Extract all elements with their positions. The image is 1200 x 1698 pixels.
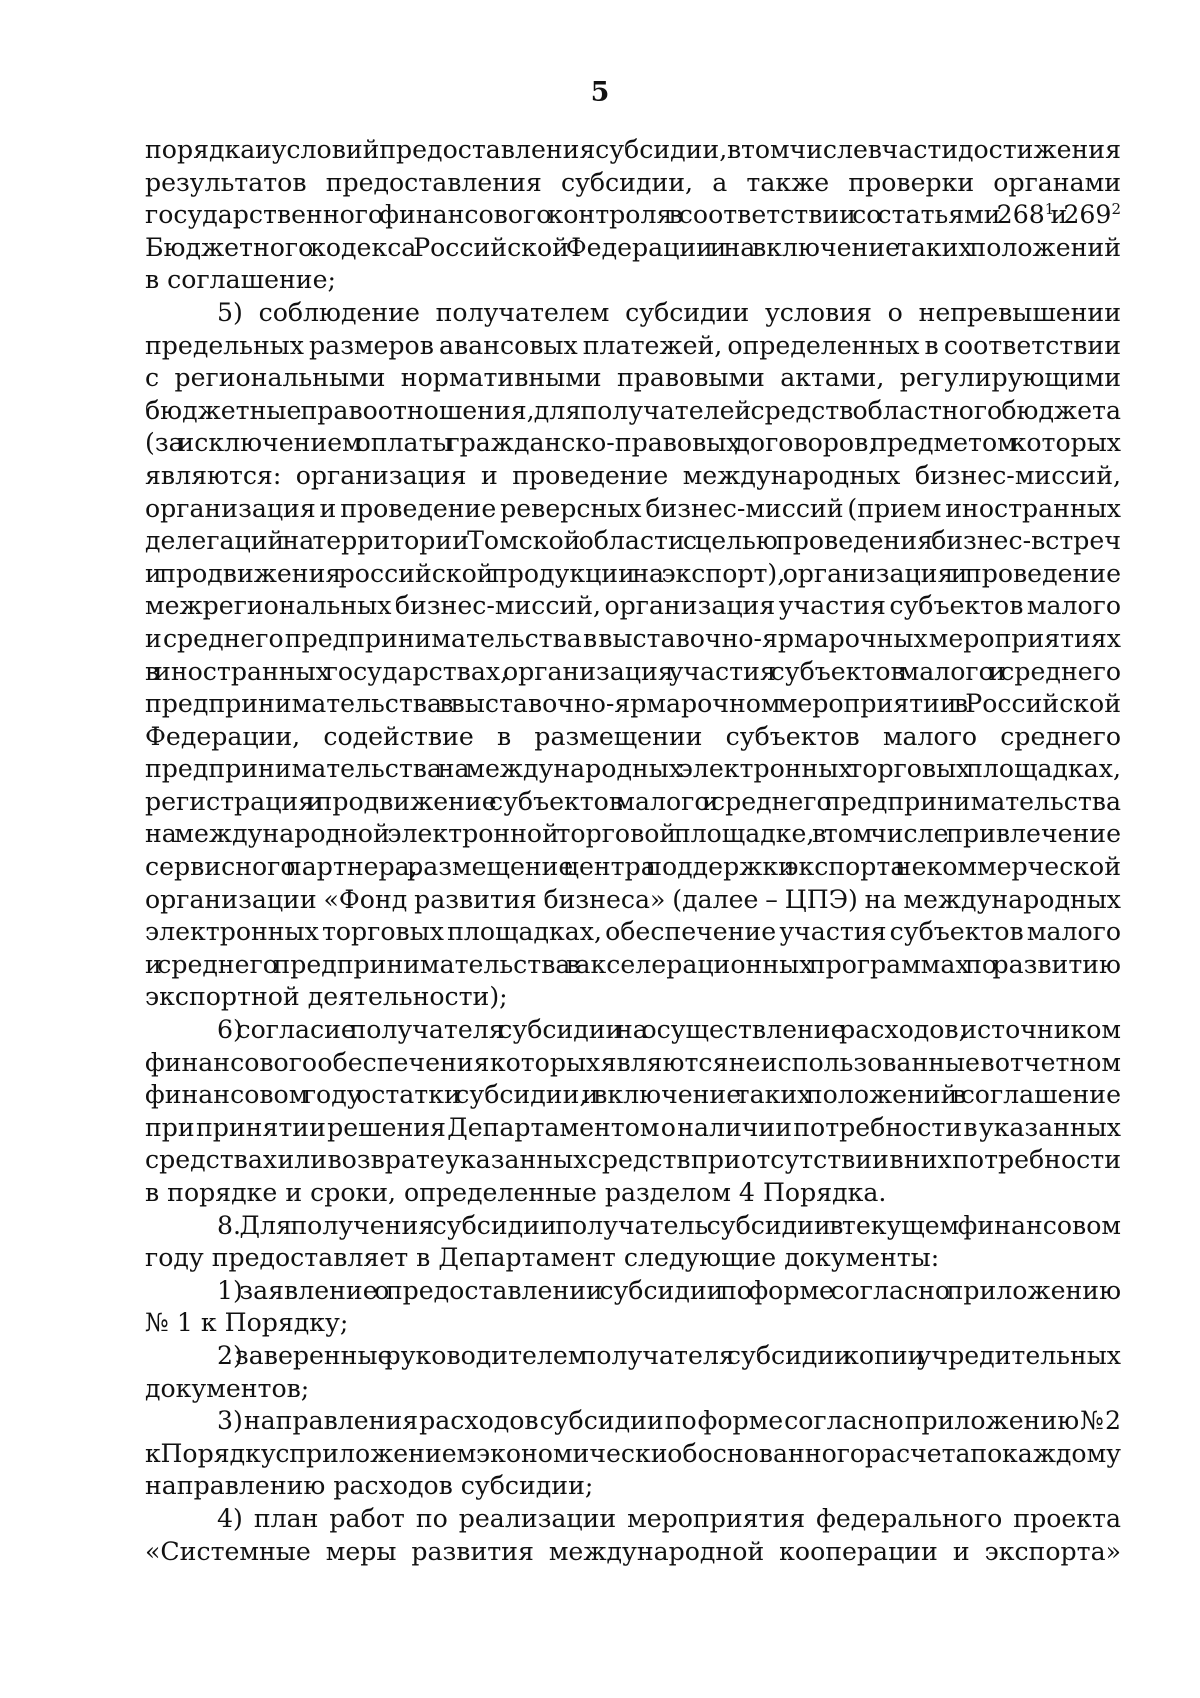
text-line-content: предельных размеров авансовых платежей, определенных в соответствии [145,330,1121,360]
text-line [145,1275,1121,1308]
text-line-content: предпринимательства на международных электронных торговых площадках, [145,754,1121,784]
text-line [145,525,1121,558]
text-line-content: 3) направления расходов субсидии по форме согласно приложению № 2 [217,1406,1121,1436]
page-number: 5 [590,77,610,108]
text-line [145,232,1121,265]
text-line [145,1242,1121,1275]
text-line [145,981,1121,1014]
text-line-content: предпринимательства в выставочно-ярмарочном мероприятии в Российской [145,689,1121,719]
text-line-content: в иностранных государствах, организация участия субъектов малого и среднего [145,656,1121,686]
text-line [145,1079,1121,1112]
text-line-content: финансовом году остатки субсидии, и включение таких положений в соглашение [145,1080,1121,1110]
text-line [145,460,1121,493]
text-line-content: с региональными нормативными правовыми актами, регулирующими [145,363,1121,393]
text-line-content: и среднего предпринимательства в акселерационных программах по развитию [145,949,1121,979]
text-line [145,1210,1121,1243]
text-line [145,330,1121,363]
superscript: 2 [1111,200,1121,219]
text-line-content: и среднего предпринимательства в выставочно-ярмарочных мероприятиях [145,623,1121,653]
document-body [145,134,1121,1568]
text-line-content: Бюджетного кодекса Российской Федерации и на включение таких положений [145,232,1121,262]
text-line-content: организация и проведение реверсных бизнес-миссий (прием иностранных [145,493,1121,523]
text-line [145,786,1121,819]
text-line [145,656,1121,689]
text-line-content: 6) согласие получателя субсидии на осуществление расходов, источником [217,1015,1121,1045]
text-line [145,721,1121,754]
text-line-content: экспортной деятельности); [145,982,508,1012]
text-line [145,1470,1121,1503]
text-line-content: 5) соблюдение получателем субсидии условия о непревышении [217,297,1121,327]
text-line-content: Федерации, содействие в размещении субъектов малого среднего [145,721,1121,751]
text-line-content: 1) заявление о предоставлении субсидии по форме согласно приложению [217,1275,1121,1305]
text-line [145,362,1121,395]
text-line [145,851,1121,884]
text-line-content: электронных торговых площадках, обеспечение участия субъектов малого [145,917,1121,947]
text-line-content: году предоставляет в Департамент следующие документы: [145,1243,940,1273]
text-line-content: № 1 к Порядку; [145,1308,349,1338]
text-line-content: регистрация и продвижение субъектов малого и среднего предпринимательства [145,786,1121,816]
text-line-content: межрегиональных бизнес-миссий, организация участия субъектов малого [145,591,1121,621]
text-line [145,395,1121,428]
text-line-content: средствах или возврате указанных средств при отсутствии в них потребности [145,1145,1121,1175]
text-line-content: в соглашение; [145,265,336,295]
text-line [145,199,1121,232]
text-line [145,134,1121,167]
text-line [145,1144,1121,1177]
text-line-content: направлению расходов субсидии; [145,1471,594,1501]
text-line-content: государственного финансового контроля в соответствии со статьями 268 [145,200,1045,230]
text-line [145,427,1121,460]
text-line-content: к Порядку с приложением экономически обоснованного расчета по каждому [145,1438,1121,1468]
text-line [145,1373,1121,1406]
superscript: 1 [1044,200,1055,219]
text-line [145,590,1121,623]
text-line-content: результатов предоставления субсидии, а также проверки органами [145,167,1121,197]
text-line [145,884,1121,917]
text-line [145,1177,1121,1210]
text-line-content: являются: организация и проведение международных бизнес-миссий, [145,460,1121,490]
text-line-content: организации «Фонд развития бизнеса» (далее – ЦПЭ) на международных [145,884,1121,914]
text-line-content: 2) заверенные руководителем получателя субсидии копии учредительных [217,1340,1121,1370]
text-line [145,1014,1121,1047]
text-line [145,558,1121,591]
text-line-content: документов; [145,1373,310,1403]
text-line [145,1112,1121,1145]
text-line [145,753,1121,786]
text-line-content: (за исключением оплаты гражданско-правовых договоров, предметом которых [145,428,1121,458]
text-line-content: 8. Для получения субсидии получатель субсидии в текущем финансовом [217,1210,1121,1240]
text-line-content: финансового обеспечения которых являются не использованные в отчетном [145,1047,1121,1077]
text-line-content: 4) план работ по реализации мероприятия федерального проекта [217,1503,1121,1533]
text-line [145,264,1121,297]
text-line-content: бюджетные правоотношения, для получателей средств областного бюджета [145,395,1121,425]
text-line-content: сервисного партнера, размещение центра поддержки экспорта некоммерческой [145,852,1121,882]
text-line [145,916,1121,949]
text-line [145,167,1121,200]
text-line [145,297,1121,330]
text-line [145,493,1121,526]
text-line [145,1340,1121,1373]
text-line [145,1503,1121,1536]
text-line [145,1307,1121,1340]
text-line-content: «Системные меры развития международной кооперации и экспорта» [145,1536,1121,1566]
text-line-content: в порядке и сроки, определенные разделом 4 Порядка. [145,1178,887,1207]
text-line-content: порядка и условий предоставления субсидии, в том числе в части достижения [145,135,1121,164]
text-line-content: на международной электронной торговой площадке, в том числе привлечение [145,819,1121,849]
text-line-content: при принятии решения Департаментом о наличии потребности в указанных [145,1112,1121,1142]
text-line [145,949,1121,982]
text-line-content: и 269 [1054,200,1112,230]
text-line [145,688,1121,721]
text-line-content: делегаций на территории Томской области с целью проведения бизнес-встреч [145,526,1121,556]
text-line [145,1438,1121,1471]
text-line [145,1536,1121,1569]
text-line-content: и продвижения российской продукции на экспорт), организация и проведение [145,558,1121,588]
text-line [145,623,1121,656]
text-line [145,1047,1121,1080]
text-line [145,818,1121,851]
text-line [145,1405,1121,1438]
